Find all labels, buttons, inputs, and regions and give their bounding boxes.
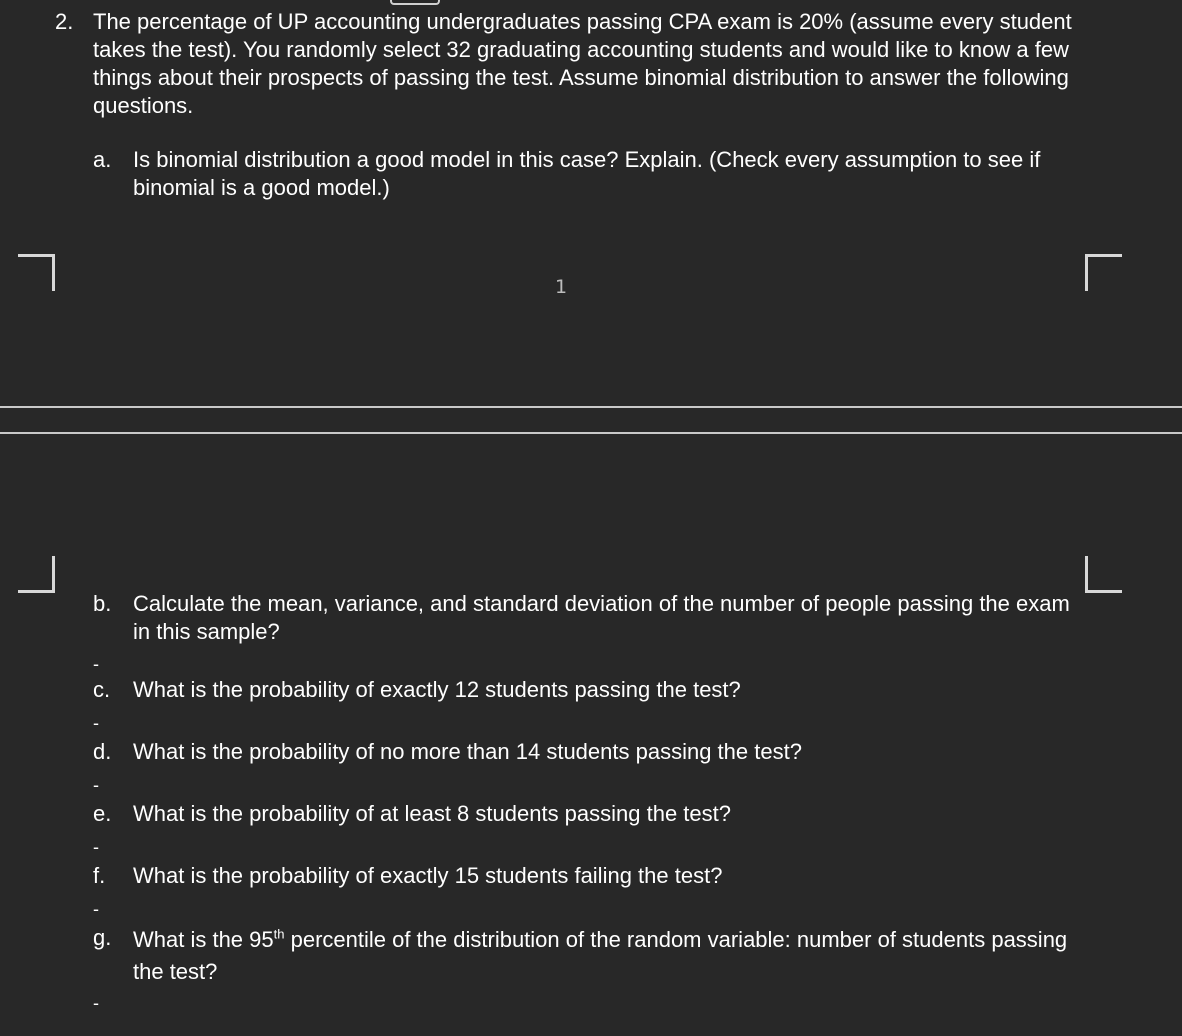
part-e-text: What is the probability of at least 8 students passing the test? — [133, 801, 732, 826]
part-a-label: a. — [93, 147, 112, 172]
answer-dash-c: - — [93, 713, 99, 733]
part-c-text: What is the probability of exactly 12 students passing the test? — [133, 677, 741, 702]
page-bottom-rule — [0, 406, 1182, 408]
page-corner-mark-top-left — [18, 254, 55, 291]
page-corner-mark-bottom-left — [18, 556, 55, 593]
answer-dash-g: - — [93, 993, 99, 1013]
answer-dash-d: - — [93, 775, 99, 795]
answer-dash-e: - — [93, 837, 99, 857]
question-text: The percentage of UP accounting undergraduates passing CPA exam is 20% (assume every student takes the test). You randomly select 32 graduating accounting students and would like to know a few things about their prospects of passing the test. Assume binomial distribution to answer the following questions. — [93, 9, 1072, 118]
page-corner-mark-bottom-right — [1085, 556, 1122, 593]
part-g-label: g. — [93, 925, 112, 950]
part-c-label: c. — [93, 677, 111, 702]
part-b-label: b. — [93, 591, 112, 616]
page-corner-mark-top-right — [1085, 254, 1122, 291]
part-g-superscript: th — [273, 926, 285, 942]
part-d-label: d. — [93, 739, 112, 764]
part-e-label: e. — [93, 801, 112, 826]
part-f-label: f. — [93, 863, 106, 888]
part-g-text-after: percentile of the distribution of the random variable: number of students passing the test? — [133, 927, 1068, 984]
part-a-text: Is binomial distribution a good model in this case? Explain. (Check every assumption to see if binomial is a good model.) — [133, 147, 1041, 200]
answer-dash-f: - — [93, 899, 99, 919]
part-f-text: What is the probability of exactly 15 students failing the test? — [133, 863, 723, 888]
question-number: 2. — [55, 9, 74, 34]
page-number: 1 — [555, 276, 568, 298]
page-tab-handle — [390, 0, 440, 5]
part-g-text — [133, 924, 1083, 988]
part-g-text-before: What is the 95 — [133, 927, 274, 952]
part-b-text: Calculate the mean, variance, and standard deviation of the number of people passing the exam in this sample? — [133, 591, 1070, 644]
page-top-rule — [0, 432, 1182, 434]
answer-dash-b: - — [93, 654, 99, 674]
part-d-text: What is the probability of no more than 14 students passing the test? — [133, 739, 802, 764]
